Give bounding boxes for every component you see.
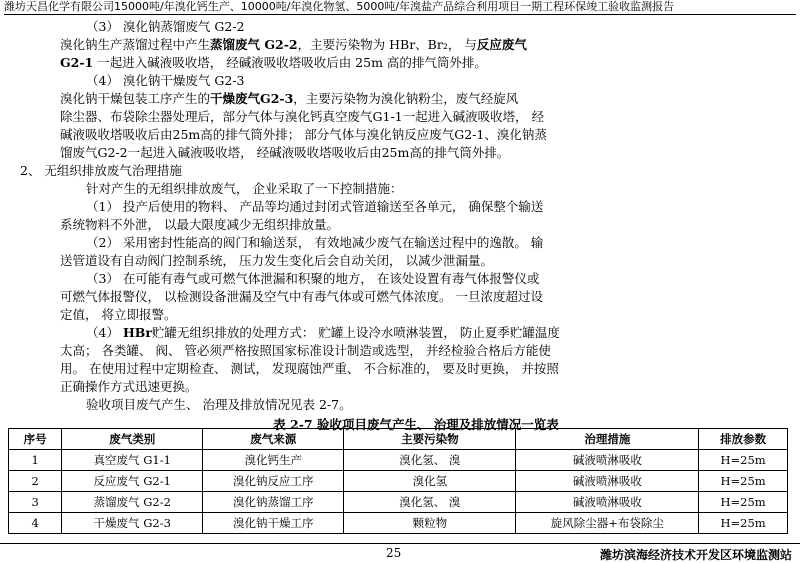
text-segment: 馏废气G2-2一起进入碱液吸收塔， 经碱液吸收塔吸收后由25m高的排气筒外排。 — [60, 145, 510, 160]
text-segment: 太高； 各类罐、 阀、 管必须严格按照国家标准设计制造或选型， 并经检验合格后方能使 — [60, 343, 551, 358]
paragraph-line — [20, 162, 732, 180]
table-cell: 1 — [9, 450, 62, 471]
bold-text: HBr — [122, 325, 152, 340]
table-cell: 碱液喷淋吸收 — [516, 450, 699, 471]
table-cell: H=25m — [699, 450, 788, 471]
table-cell: 碱液喷淋吸收 — [516, 471, 699, 492]
paragraph-line — [60, 126, 772, 144]
text-segment: ，主要污染物为 HBr、Br₂， 与 — [297, 37, 477, 52]
paragraph-line — [60, 306, 772, 324]
paragraph-line — [60, 108, 772, 126]
text-segment: 一起进入碱液吸收塔， 经碱液吸收塔吸收后由 25m 高的排气筒外排。 — [93, 55, 487, 70]
page-number: 25 — [386, 546, 402, 560]
emission-table — [8, 428, 788, 534]
paragraph-line — [60, 72, 772, 90]
text-segment: 2、 无组织排放废气治理措施 — [20, 163, 182, 178]
table-cell: 溴化钠干燥工序 — [203, 513, 344, 534]
bold-text: G2-1 — [60, 55, 94, 70]
table-header-cell: 治理措施 — [516, 429, 699, 450]
paragraph-line — [60, 234, 772, 252]
footer-organization: 潍坊滨海经济技术开发区环境监测站 — [599, 548, 792, 562]
table-row — [9, 492, 788, 513]
table-header-cell: 主要污染物 — [344, 429, 516, 450]
text-segment: 正确操作方式迅速更换。 — [60, 379, 198, 394]
table-cell: 3 — [9, 492, 62, 513]
table-row — [9, 471, 788, 492]
text-segment: 针对产生的无组织排放废气， 企业采取了一下控制措施： — [86, 181, 403, 196]
text-segment: 系统物料不外泄， 以最大限度减少无组织排放量。 — [60, 217, 339, 232]
text-segment: 用。 在使用过程中定期检查、 测试， 发现腐蚀严重、 不合标准的， 要及时更换， 并按照 — [60, 361, 559, 376]
bold-text: 干燥废气G2-3 — [210, 91, 294, 106]
paragraph-line — [60, 216, 772, 234]
table-cell: 2 — [9, 471, 62, 492]
table-header-cell: 废气来源 — [203, 429, 344, 450]
page-header: 潍坊天昌化学有限公司15000吨/年溴化钙生产、10000吨/年溴化物氢、5000吨/年溴盐产品综合利用项目一期工程环保竣工验收监测报告 — [4, 0, 796, 15]
text-segment: （3） 在可能有毒气或可燃气体泄漏和积聚的地方， 在该处设置有毒气体报警仪或 — [86, 271, 540, 286]
bold-text: 反应废气 — [476, 37, 527, 52]
paragraph-line — [60, 270, 772, 288]
text-segment: 贮罐无组织排放的处理方式： 贮罐上设冷水喷淋装置， 防止夏季贮罐温度 — [151, 325, 560, 340]
table-caption: 表 2-7 验收项目废气产生、 治理及排放情况一览表 — [273, 417, 559, 432]
table-cell: 溴化氢、 溴 — [344, 450, 516, 471]
page-footer — [0, 543, 800, 562]
table-header-row — [9, 429, 788, 450]
text-segment: 溴化钠干燥包装工序产生的 — [60, 91, 211, 106]
text-segment: （3） 溴化钠蒸馏废气 G2-2 — [86, 19, 245, 34]
table-cell: 溴化氢、 溴 — [344, 492, 516, 513]
table-row — [9, 513, 788, 534]
text-segment: 送管道设有自动阀门控制系统， 压力发生变化后会自动关闭， 以减少泄漏量。 — [60, 253, 493, 268]
paragraph-line — [60, 36, 772, 54]
paragraph-line — [60, 180, 772, 198]
paragraph-line — [60, 360, 772, 378]
paragraph-line — [60, 324, 772, 342]
table-cell: 反应废气 G2-1 — [62, 471, 203, 492]
body-text — [20, 18, 772, 437]
paragraph-line — [60, 198, 772, 216]
paragraph-line — [60, 378, 772, 396]
table-header-cell: 废气类别 — [62, 429, 203, 450]
table-cell: H=25m — [699, 513, 788, 534]
text-segment: （4） — [86, 325, 123, 340]
table-cell: 颗粒物 — [344, 513, 516, 534]
table-header-cell: 排放参数 — [699, 429, 788, 450]
table-cell: 碱液喷淋吸收 — [516, 492, 699, 513]
paragraph-line — [60, 144, 772, 162]
table-cell: 真空废气 G1-1 — [62, 450, 203, 471]
table-cell: 蒸馏废气 G2-2 — [62, 492, 203, 513]
table-row — [9, 450, 788, 471]
table-header-cell: 序号 — [9, 429, 62, 450]
text-segment: 溴化钠生产蒸馏过程中产生 — [60, 37, 211, 52]
paragraph-line — [60, 18, 772, 36]
table-cell: 溴化钠反应工序 — [203, 471, 344, 492]
table-cell: 干燥废气 G2-3 — [62, 513, 203, 534]
text-segment: ，主要污染物为溴化钠粉尘，废气经旋风 — [293, 91, 519, 106]
text-segment: （4） 溴化钠干燥废气 G2-3 — [86, 73, 245, 88]
table-cell: 4 — [9, 513, 62, 534]
table-cell: H=25m — [699, 492, 788, 513]
paragraph-line — [60, 342, 772, 360]
text-segment: （2） 采用密封性能高的阀门和输送泵， 有效地减少废气在输送过程中的逸散。 输 — [86, 235, 544, 250]
text-segment: 验收项目废气产生、 治理及排放情况见表 2-7。 — [86, 397, 352, 412]
table-cell: 溴化钙生产 — [203, 450, 344, 471]
paragraph-line — [60, 288, 772, 306]
paragraph-line — [60, 54, 772, 72]
table-cell: 溴化钠蒸馏工序 — [203, 492, 344, 513]
text-segment: 定值， 将立即报警。 — [60, 307, 177, 322]
text-segment: （1） 投产后使用的物料、 产品等均通过封闭式管道输送至各单元， 确保整个输送 — [86, 199, 544, 214]
table-cell: H=25m — [699, 471, 788, 492]
text-segment: 碱液吸收塔吸收后由25m高的排气筒外排； 部分气体与溴化钠反应废气G2-1、溴化钠蒸 — [60, 127, 547, 142]
bold-text: 蒸馏废气 G2-2 — [210, 37, 298, 52]
paragraph-line — [60, 252, 772, 270]
text-segment: 除尘器、布袋除尘器处理后，部分气体与溴化钙真空废气G1-1一起进入碱液吸收塔， 经 — [60, 109, 545, 124]
paragraph-line — [60, 90, 772, 108]
table-cell: 溴化氢 — [344, 471, 516, 492]
text-segment: 可燃气体报警仪， 以检测设备泄漏及空气中有毒气体或可燃气体浓度。 一旦浓度超过设 — [60, 289, 543, 304]
paragraph-line — [60, 396, 772, 414]
table-cell: 旋风除尘器+布袋除尘 — [516, 513, 699, 534]
